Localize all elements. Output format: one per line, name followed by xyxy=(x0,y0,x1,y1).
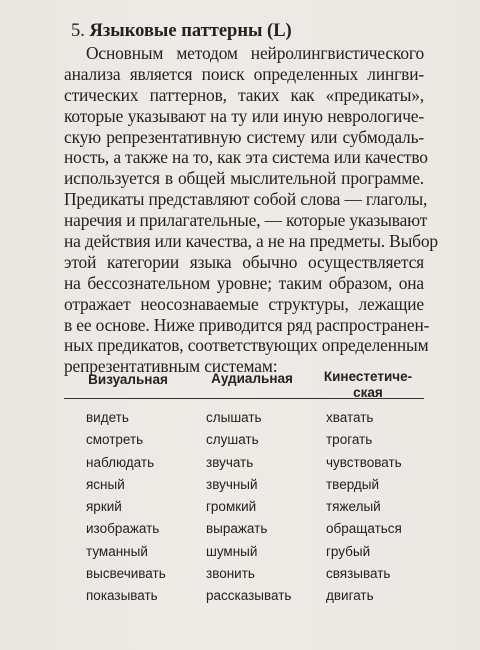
table-cell: звучный xyxy=(206,476,258,492)
table-cell: звонить xyxy=(206,566,255,582)
paragraph-line: используется в общей мыслительной программе. xyxy=(64,168,424,189)
table-cell: твердый xyxy=(326,476,380,492)
table-cell: смотреть xyxy=(86,432,144,448)
header-kinesthetic: Кинестетиче- ская xyxy=(323,369,413,400)
table-cell: громкий xyxy=(206,499,257,515)
paragraph-line: наречия и прилагательные, — которые указывают xyxy=(64,210,428,231)
paragraph-line: на действия или качества, а не на предметы. Выбор xyxy=(64,231,438,252)
paragraph-line: скую репрезентативную систему или субмодаль- xyxy=(64,126,424,147)
table-cell: трогать xyxy=(326,432,373,448)
paragraph-line: отражает неосознаваемые структуры, лежащие xyxy=(64,293,424,314)
table-cell: высвечивать xyxy=(86,566,166,582)
header-visual: Визуальная xyxy=(88,372,168,387)
column-visual xyxy=(64,407,192,608)
paragraph-line: стических паттернов, таких как «предикаты», xyxy=(64,84,424,105)
table-cell: ясный xyxy=(86,476,125,492)
section-number: 5. xyxy=(71,21,85,41)
table-cell: яркий xyxy=(86,499,122,515)
paragraph-line: этой категории языка обычно осуществляется xyxy=(64,251,424,272)
table-header xyxy=(64,364,424,399)
column-auditory xyxy=(192,407,312,608)
table-cell: слышать xyxy=(206,410,262,425)
table-cell: чувствовать xyxy=(326,454,402,470)
column-kinesthetic xyxy=(312,407,424,608)
table-cell: наблюдать xyxy=(86,454,155,470)
body-paragraph xyxy=(64,43,438,377)
section-heading xyxy=(71,20,292,42)
table-cell: тяжелый xyxy=(326,499,381,515)
paragraph-line: которые указывают на ту или иную неврологиче- xyxy=(64,105,424,126)
table-cell: обращаться xyxy=(326,521,402,537)
paragraph-line: репрезентативным системам: xyxy=(64,356,278,377)
paragraph-line: Основным методом нейролингвистического xyxy=(86,43,424,63)
paragraph-line: в ее основе. Ниже приводится ряд распространен- xyxy=(64,314,430,335)
header-auditory: Аудиальная xyxy=(211,371,293,386)
table-cell: показывать xyxy=(86,588,158,604)
paragraph-line: ность, а также на то, как эта система или качество xyxy=(64,147,428,168)
section-title: Языковые паттерны (L) xyxy=(89,21,292,41)
paragraph-line: на бессознательном уровне; таким образом, она xyxy=(64,272,424,293)
paragraph-line: Предикаты представляют собой слова — глаголы, xyxy=(64,189,428,210)
table-cell: шумный xyxy=(206,543,258,559)
table-cell: звучать xyxy=(206,454,254,470)
table-cell: выражать xyxy=(206,521,268,537)
table-cell: связывать xyxy=(326,566,391,582)
table-cell: слушать xyxy=(206,432,259,448)
table-cell: туманный xyxy=(86,543,148,559)
table-cell: хватать xyxy=(326,410,374,425)
table-cell: двигать xyxy=(326,588,374,604)
paragraph-line: ных предикатов, соответствующих определенным xyxy=(64,335,429,356)
table-body xyxy=(64,399,424,608)
table-cell: рассказывать xyxy=(206,588,292,604)
paragraph-line: анализа является поиск определенных лингви- xyxy=(64,63,424,84)
table-cell: грубый xyxy=(326,543,371,559)
predicates-table xyxy=(64,364,424,608)
table-cell: видеть xyxy=(86,410,129,425)
table-cell: изображать xyxy=(86,521,160,537)
